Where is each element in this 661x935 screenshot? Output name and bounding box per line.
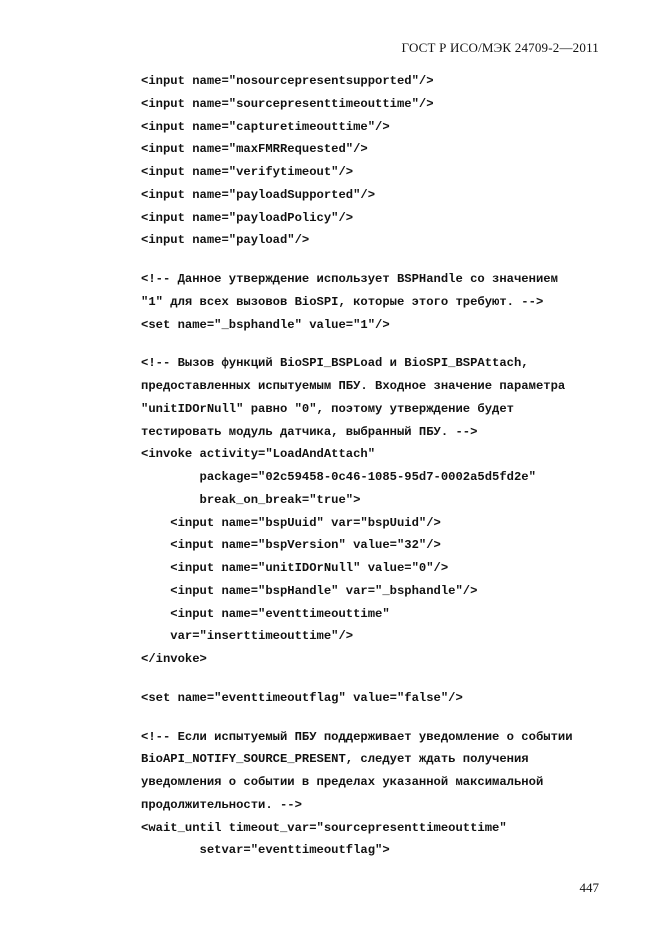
document-header: ГОСТ Р ИСО/МЭК 24709-2—2011	[401, 40, 599, 55]
code-line: тестировать модуль датчика, выбранный ПБУ. -->	[141, 424, 478, 439]
code-line: <input name="maxFMRRequested"/>	[141, 142, 368, 157]
code-line: <input name="unitIDOrNull" value="0"/>	[141, 561, 449, 575]
code-line: <input name="payloadSupported"/>	[141, 187, 376, 202]
code-line: <set name="_bsphandle" value="1"/>	[141, 317, 390, 332]
code-line: "1" для всех вызовов BioSPI, которые этого требуют. -->	[141, 294, 544, 309]
code-line: <input name="payloadPolicy"/>	[141, 210, 354, 225]
code-line: <input name="capturetimeouttime"/>	[141, 119, 390, 134]
code-line: var="inserttimeouttime"/>	[141, 629, 354, 644]
code-line: <!-- Данное утверждение использует BSPHandle со значением	[141, 272, 558, 286]
code-line: предоставленных испытуемым ПБУ. Входное значение параметра	[141, 379, 566, 393]
code-line: <input name="eventtimeouttime"	[141, 606, 390, 621]
code-line: break_on_break="true">	[141, 492, 361, 507]
blank-line	[141, 336, 641, 352]
code-line: <input name="bspHandle" var="_bsphandle"/>	[141, 583, 478, 598]
code-line: <!-- Если испытуемый ПБУ поддерживает уведомление о событии	[141, 729, 573, 744]
code-line: продолжительности. -->	[141, 797, 302, 812]
code-line: <input name="nosourcepresentsupported"/>	[141, 74, 434, 88]
code-line: <input name="verifytimeout"/>	[141, 165, 354, 179]
code-line: <!-- Вызов функций BioSPI_BSPLoad и BioSPI_BSPAttach,	[141, 356, 529, 371]
code-line: <input name="bspUuid" var="bspUuid"/>	[141, 515, 441, 530]
code-line: <input name="sourcepresenttimeouttime"/>	[141, 96, 434, 111]
code-line: </invoke>	[141, 652, 207, 666]
code-line: package="02c59458-0c46-1085-95d7-0002a5d5fd2e"	[141, 470, 536, 484]
code-line: уведомления о событии в пределах указанной максимальной	[141, 775, 544, 789]
code-line: setvar="eventtimeoutflag">	[141, 843, 390, 858]
code-listing	[141, 70, 641, 862]
code-line: <set name="eventtimeoutflag" value="false"/>	[141, 690, 463, 705]
code-line: <input name="bspVersion" value="32"/>	[141, 538, 441, 553]
page-number: 447	[579, 880, 599, 895]
blank-line	[141, 710, 641, 726]
blank-line	[141, 252, 641, 268]
code-line: "unitIDOrNull" равно "0", поэтому утверждение будет	[141, 401, 514, 416]
code-line: BioAPI_NOTIFY_SOURCE_PRESENT, следует ждать получения	[141, 752, 529, 767]
code-line: <invoke activity="LoadAndAttach"	[141, 447, 376, 462]
code-line: <wait_until timeout_var="sourcepresenttimeouttime"	[141, 820, 507, 835]
code-line: <input name="payload"/>	[141, 233, 310, 248]
blank-line	[141, 671, 641, 687]
